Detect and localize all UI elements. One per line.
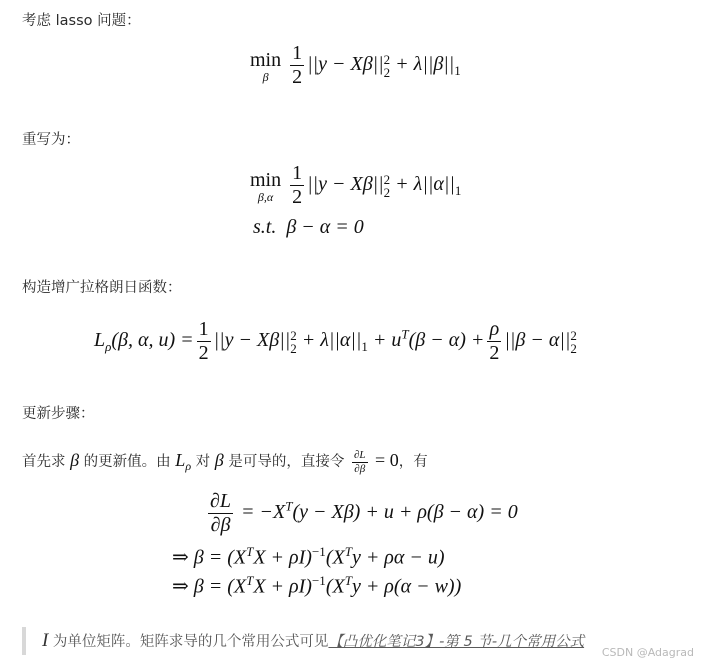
rewrite-text: 重写为： (22, 132, 80, 148)
fraction-rho-half: $\frac{\rho}{2}$ (489, 318, 500, 364)
fraction-half: $\frac{1}{2}$ (292, 42, 303, 88)
intro-text: 考虑 lasso 问题： (22, 13, 141, 29)
matrix-derivative-link[interactable]: 【凸优化笔记3】-第 5 节-几个常用公式 (328, 634, 585, 650)
beta-update-text: 首先求 β 的更新值。由 $L_\rho$ 对 β 是可导的，直接令 $\frac{\partial L}{\partial\beta}$ = 0，有 (22, 448, 428, 475)
augmented-lagrangian-equation: $L_\rho(\beta$, α, u) = $\frac{1}{2}$ ||y − Xβ|| 2 2 + $\lambda||\alpha||_1 + u^T(\beta - \alpha)$ + $\frac{\rho}{2}$ ||β − α|| 2 2 (94, 318, 577, 364)
watermark: CSDN @Adagrad (601, 646, 694, 659)
inline-derivative: $\frac{\partial L}{\partial\beta}$ (353, 448, 366, 475)
rewritten-equation: min β,α $\frac{1}{2}$ ||y − Xβ|| 2 2 + $\lambda||\alpha||_1$ (250, 162, 462, 208)
lagrangian-text: 构造增广拉格朗日函数： (22, 280, 182, 296)
update-steps-text: 更新步骤： (22, 406, 95, 422)
beta-solution-2: ⇒ $\beta = (X^TX + \rho I)^{-1}(X^Ty + \rho(\alpha - w))$ (172, 573, 462, 598)
fraction-half: $\frac{1}{2}$ (292, 162, 303, 208)
min-operator: min β,α (250, 168, 282, 204)
lasso-equation: min β $\frac{1}{2}$ ||y − Xβ|| 2 2 + $\lambda||\beta||_1$ (250, 42, 461, 88)
fraction-dL-dbeta: $\frac{\partial L}{\partial\beta}$ (210, 490, 232, 536)
derivative-equation: $\frac{\partial L}{\partial\beta}$ = $-X^T(y - X\beta) + u + \rho(\beta - \alpha) = 0$ (210, 490, 518, 536)
fraction-half: $\frac{1}{2}$ (198, 318, 209, 364)
min-operator: min β (250, 48, 282, 84)
beta-solution-1: ⇒ $\beta = (X^TX + \rho I)^{-1}(X^Ty + \rho\alpha - u)$ (172, 544, 445, 569)
identity-matrix-note: I 为单位矩阵。矩阵求导的几个常用公式可见【凸优化笔记3】-第 5 节-几个常用公式 (22, 627, 682, 655)
constraint-line: s.t. β − α = 0 (253, 216, 364, 238)
